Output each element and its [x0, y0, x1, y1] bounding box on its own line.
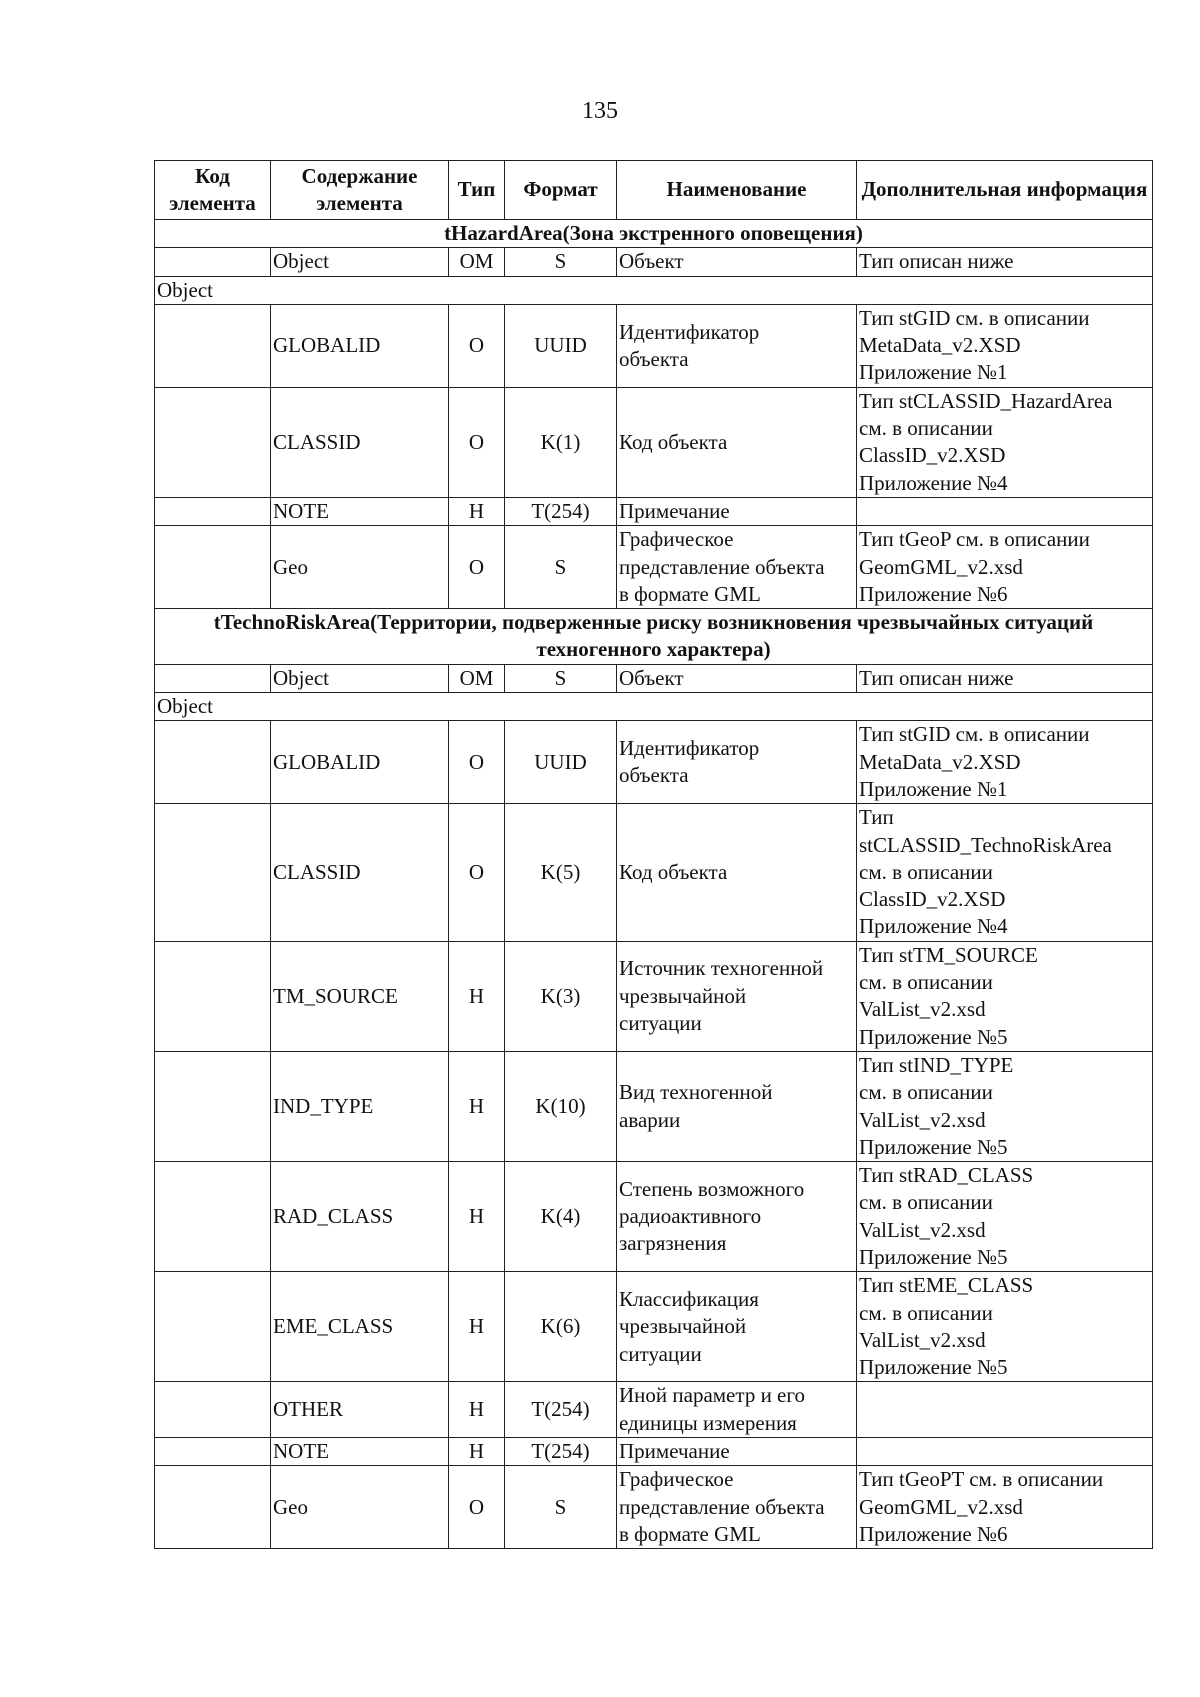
cell-content-text: NOTE	[273, 498, 329, 523]
cell-type	[449, 1466, 505, 1549]
cell-type-text: H	[468, 983, 485, 1008]
cell-code	[155, 1162, 271, 1272]
cell-format	[505, 1382, 617, 1438]
table-row	[155, 1438, 1153, 1466]
cell-name	[617, 804, 857, 941]
cell-info-text: Тип stIND_TYPE см. в описании ValList_v2.xsd Приложение №5	[859, 1052, 1014, 1159]
cell-content-text: OTHER	[273, 1397, 343, 1422]
cell-name-text: Степень возможного радиоактивного загрязнения	[619, 1176, 805, 1256]
section-title-text: tTechnoRiskArea(Территории, подверженные риску возникновения чрезвычайных ситуаций техногенного характера)	[213, 610, 1094, 662]
cell-type	[449, 941, 505, 1051]
cell-format	[505, 804, 617, 941]
cell-format-text: T(254)	[531, 1439, 590, 1464]
cell-type-text: H	[468, 1093, 485, 1118]
cell-format-text: K(6)	[540, 1314, 581, 1339]
cell-info	[857, 387, 1153, 497]
cell-content	[271, 1272, 449, 1382]
cell-code	[155, 1466, 271, 1549]
cell-format-text: T(254)	[531, 498, 590, 523]
cell-content-text: GLOBALID	[273, 333, 381, 358]
cell-name	[617, 1272, 857, 1382]
cell-info	[857, 664, 1153, 692]
cell-format-text: S	[554, 665, 567, 690]
cell-name-text: Объект	[619, 665, 684, 690]
cell-content	[271, 721, 449, 804]
cell-info	[857, 1272, 1153, 1382]
cell-content-text: RAD_CLASS	[273, 1204, 394, 1229]
cell-name	[617, 1438, 857, 1466]
cell-format-text: S	[554, 249, 567, 274]
cell-code	[155, 497, 271, 525]
cell-info	[857, 1382, 1153, 1438]
cell-content	[271, 387, 449, 497]
spec-table	[154, 160, 1153, 1549]
cell-type	[449, 387, 505, 497]
cell-name-text: Вид техногенной аварии	[619, 1080, 773, 1132]
cell-name	[617, 387, 857, 497]
cell-type	[449, 304, 505, 387]
cell-info-text: Тип описан ниже	[859, 665, 1014, 690]
table-row	[155, 941, 1153, 1051]
cell-format	[505, 1162, 617, 1272]
cell-format	[505, 1051, 617, 1161]
cell-code	[155, 1382, 271, 1438]
cell-name	[617, 304, 857, 387]
cell-type	[449, 804, 505, 941]
cell-format-text: S	[554, 1494, 567, 1519]
group-label-text: Object	[157, 694, 213, 719]
header-element-content: Содержание элемента	[271, 161, 449, 220]
cell-info-text: Тип stGID см. в описании MetaData_v2.XSD Приложение №1	[859, 722, 1090, 801]
cell-info-text: Тип stGID см. в описании MetaData_v2.XSD Приложение №1	[859, 305, 1090, 385]
cell-name-text: Код объекта	[619, 859, 728, 884]
cell-format	[505, 387, 617, 497]
cell-name-text: Графическое представление объекта в формате GML	[619, 527, 825, 606]
table-row	[155, 526, 1153, 609]
cell-info	[857, 248, 1153, 276]
cell-name-text: Объект	[619, 249, 684, 274]
section-title	[155, 220, 1153, 248]
cell-format-text: K(10)	[535, 1093, 586, 1118]
cell-content	[271, 1382, 449, 1438]
cell-format	[505, 1438, 617, 1466]
cell-type	[449, 248, 505, 276]
header-format: Формат	[505, 161, 617, 220]
cell-code	[155, 721, 271, 804]
cell-name	[617, 941, 857, 1051]
section-title-text: tHazardArea(Зона экстренного оповещения)	[444, 221, 863, 245]
cell-type-text: O	[468, 1494, 485, 1519]
group-label	[155, 693, 1153, 721]
cell-type	[449, 664, 505, 692]
cell-name	[617, 1162, 857, 1272]
cell-content	[271, 1438, 449, 1466]
cell-info-text: Тип описан ниже	[859, 249, 1014, 274]
cell-name	[617, 1382, 857, 1438]
cell-content-text: CLASSID	[273, 859, 361, 884]
cell-content-text: Geo	[273, 554, 308, 579]
cell-code	[155, 387, 271, 497]
cell-type-text: OM	[459, 665, 494, 690]
cell-code	[155, 804, 271, 941]
cell-name	[617, 497, 857, 525]
table-body	[155, 220, 1153, 1549]
header-element-code: Код элемента	[155, 161, 271, 220]
cell-code	[155, 304, 271, 387]
cell-info-text: Тип stCLASSID_HazardArea см. в описании ClassID_v2.XSD Приложение №4	[859, 388, 1113, 495]
cell-type	[449, 1051, 505, 1161]
cell-content	[271, 248, 449, 276]
table-row	[155, 1466, 1153, 1549]
cell-type-text: H	[468, 1204, 485, 1229]
cell-info	[857, 304, 1153, 387]
cell-format	[505, 248, 617, 276]
cell-format-text: K(5)	[540, 859, 581, 884]
cell-format-text: K(1)	[540, 429, 581, 454]
cell-format	[505, 721, 617, 804]
cell-code	[155, 664, 271, 692]
group-label-text: Object	[157, 277, 213, 302]
page-number: 135	[582, 98, 618, 124]
cell-format	[505, 304, 617, 387]
cell-name	[617, 1466, 857, 1549]
cell-info-text: Тип tGeoPT см. в описании GeomGML_v2.xsd Приложение №6	[859, 1467, 1104, 1546]
cell-content-text: Geo	[273, 1494, 308, 1519]
cell-content-text: NOTE	[273, 1439, 329, 1464]
cell-code	[155, 1438, 271, 1466]
cell-name-text: Графическое представление объекта в формате GML	[619, 1467, 825, 1546]
cell-content	[271, 1466, 449, 1549]
cell-type-text: O	[468, 859, 485, 884]
cell-type-text: O	[468, 749, 485, 774]
cell-info	[857, 526, 1153, 609]
table-row	[155, 387, 1153, 497]
cell-format	[505, 1466, 617, 1549]
cell-content-text: EME_CLASS	[273, 1314, 394, 1339]
cell-info	[857, 1438, 1153, 1466]
cell-name-text: Классификация чрезвычайной ситуации	[619, 1286, 759, 1366]
cell-content	[271, 664, 449, 692]
cell-content	[271, 1162, 449, 1272]
cell-format-text: K(3)	[540, 983, 581, 1008]
cell-type	[449, 1382, 505, 1438]
cell-format	[505, 526, 617, 609]
table-row	[155, 804, 1153, 941]
cell-content-text: CLASSID	[273, 429, 361, 454]
cell-type	[449, 526, 505, 609]
section-title	[155, 609, 1153, 665]
cell-format-text: UUID	[534, 749, 587, 774]
cell-format	[505, 1272, 617, 1382]
object-row	[155, 248, 1153, 276]
cell-code	[155, 526, 271, 609]
group-label	[155, 276, 1153, 304]
cell-content	[271, 941, 449, 1051]
cell-info	[857, 1162, 1153, 1272]
cell-content-text: IND_TYPE	[273, 1093, 374, 1118]
cell-name-text: Примечание	[619, 1439, 730, 1464]
header-name: Наименование	[617, 161, 857, 220]
cell-type-text: H	[468, 1439, 485, 1464]
section-title-row	[155, 609, 1153, 665]
group-label-row	[155, 693, 1153, 721]
table-row	[155, 497, 1153, 525]
cell-format	[505, 941, 617, 1051]
cell-type	[449, 1162, 505, 1272]
cell-info-text: Тип stCLASSID_TechnoRiskArea см. в описании ClassID_v2.XSD Приложение №4	[859, 805, 1112, 939]
header-type: Тип	[449, 161, 505, 220]
cell-content	[271, 804, 449, 941]
object-row	[155, 664, 1153, 692]
cell-info	[857, 804, 1153, 941]
cell-name	[617, 721, 857, 804]
cell-name	[617, 526, 857, 609]
cell-info	[857, 1466, 1153, 1549]
group-label-row	[155, 276, 1153, 304]
cell-content	[271, 304, 449, 387]
header-additional-info: Дополнительная информация	[857, 161, 1153, 220]
table-row	[155, 1272, 1153, 1382]
cell-type-text: O	[468, 333, 485, 358]
table-row	[155, 721, 1153, 804]
cell-info-text: Тип stEME_CLASS см. в описании ValList_v2.xsd Приложение №5	[859, 1273, 1034, 1380]
cell-content-text: Object	[273, 249, 329, 274]
table-row	[155, 1382, 1153, 1438]
cell-content	[271, 1051, 449, 1161]
cell-info	[857, 721, 1153, 804]
cell-name	[617, 664, 857, 692]
cell-code	[155, 248, 271, 276]
cell-type-text: O	[468, 554, 485, 579]
cell-code	[155, 941, 271, 1051]
cell-type-text: H	[468, 498, 485, 523]
cell-type-text: OM	[459, 249, 494, 274]
cell-code	[155, 1051, 271, 1161]
cell-type-text: O	[468, 429, 485, 454]
cell-type	[449, 1272, 505, 1382]
cell-type	[449, 1438, 505, 1466]
cell-type	[449, 721, 505, 804]
cell-format	[505, 664, 617, 692]
cell-content	[271, 526, 449, 609]
cell-code	[155, 1272, 271, 1382]
cell-type	[449, 497, 505, 525]
cell-name-text: Идентификатор объекта	[619, 735, 760, 788]
cell-name-text: Идентификатор объекта	[619, 319, 760, 371]
table-header-row	[155, 161, 1153, 220]
cell-format-text: K(4)	[540, 1204, 581, 1229]
cell-info-text: Тип stTM_SOURCE см. в описании ValList_v2.xsd Приложение №5	[859, 942, 1038, 1049]
cell-format	[505, 497, 617, 525]
cell-name	[617, 1051, 857, 1161]
section-title-row	[155, 220, 1153, 248]
table-row	[155, 304, 1153, 387]
cell-type-text: H	[468, 1314, 485, 1339]
cell-info-text: Тип stRAD_CLASS см. в описании ValList_v2.xsd Приложение №5	[859, 1163, 1034, 1269]
table-row	[155, 1162, 1153, 1272]
cell-content	[271, 497, 449, 525]
cell-format-text: UUID	[534, 333, 587, 358]
cell-info	[857, 1051, 1153, 1161]
cell-info-text: Тип tGeoP см. в описании GeomGML_v2.xsd Приложение №6	[859, 527, 1090, 606]
cell-format-text: S	[554, 554, 567, 579]
cell-content-text: Object	[273, 665, 329, 690]
cell-info	[857, 941, 1153, 1051]
cell-content-text: TM_SOURCE	[273, 983, 398, 1008]
cell-name-text: Иной параметр и его единицы измерения	[619, 1383, 805, 1435]
cell-name	[617, 248, 857, 276]
cell-name-text: Код объекта	[619, 429, 728, 454]
cell-content-text: GLOBALID	[273, 749, 381, 774]
cell-info	[857, 497, 1153, 525]
cell-format-text: T(254)	[531, 1397, 590, 1422]
table-row	[155, 1051, 1153, 1161]
cell-name-text: Примечание	[619, 498, 730, 523]
cell-type-text: H	[468, 1397, 485, 1422]
cell-name-text: Источник техногенной чрезвычайной ситуации	[619, 956, 824, 1035]
